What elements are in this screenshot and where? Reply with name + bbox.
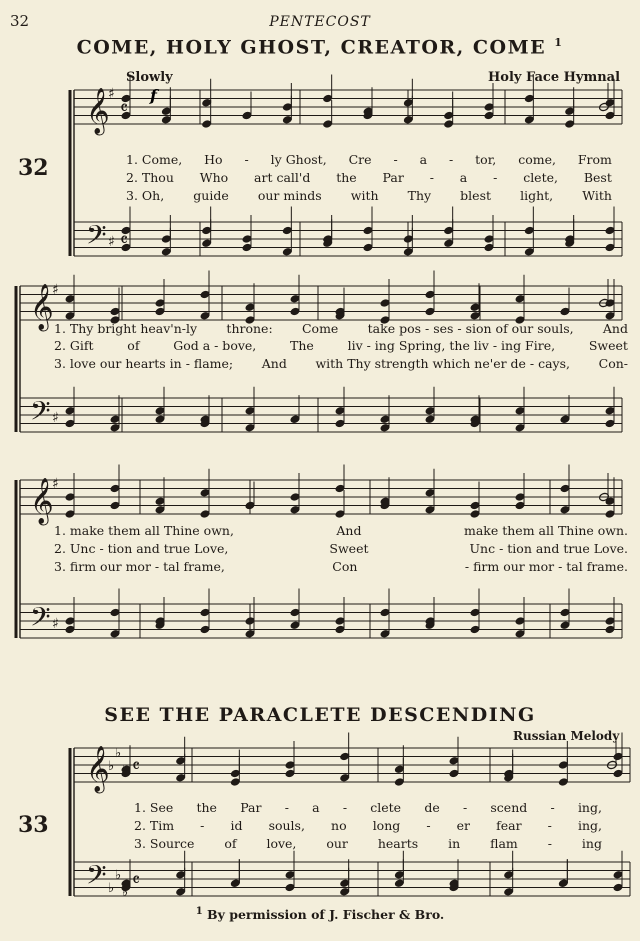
lyric-syllable: take pos - ses - sion of our souls, [367,321,574,336]
music-glyph: 𝄞 [86,88,110,134]
lyric-syllable: the [196,800,217,815]
footnote-marker: 1 [195,906,203,917]
lyric-syllable: - [393,152,398,167]
lyric-line [54,356,628,371]
lyric-syllable: 2. Thou [126,170,174,185]
lyric-syllable: With [582,188,612,203]
lyric-syllable: with [350,188,379,203]
lyric-syllable: - [547,836,552,851]
lyric-syllable: - [426,818,431,833]
hymn-33-number: 33 [18,812,49,838]
lyric-syllable: - [284,800,289,815]
lyric-syllable: Par [382,170,404,185]
lyric-syllable: ing, [577,818,602,833]
lyric-syllable: Sweet [329,541,369,556]
music-glyph: ♯ [52,282,59,298]
lyric-syllable: no [331,818,347,833]
music-glyph: 𝄴 [132,756,141,777]
lyric-syllable: a [312,800,320,815]
dynamic-forte: f [150,86,157,105]
lyric-syllable: the [336,170,357,185]
lyric-syllable: God a - bove, [173,338,257,353]
music-glyph: ♭ [122,885,129,900]
lyric-syllable: Sweet [588,338,628,353]
music-glyph: 𝄞 [30,284,54,330]
lyric-syllable: 3. love our hearts in - flame; [54,356,234,371]
footnote-mark: 1 [554,36,564,49]
lyric-syllable: - [200,818,205,833]
lyric-syllable: Cre [348,152,372,167]
lyric-syllable: The [290,338,314,353]
lyric-syllable: blest [460,188,492,203]
lyric-syllable: id [230,818,243,833]
lyric-syllable: Come [301,321,339,336]
lyric-line [54,321,628,336]
music-glyph: 𝄴 [132,870,141,891]
lyric-line [54,541,628,556]
lyric-syllable: Unc - tion and true Love. [469,541,628,556]
lyric-syllable: And [336,523,362,538]
lyric-syllable: 2. Unc - tion and true Love, [54,541,229,556]
music-glyph: 𝄢 [86,859,107,897]
clefs-and-signatures [30,86,140,900]
hymn-32-title-text: COME, HOLY GHOST, CREATOR, COME [76,36,547,59]
lyric-syllable: 3. Source [134,836,195,851]
lyric-syllable: er [456,818,471,833]
music-glyph: 𝄞 [30,478,54,524]
lyric-syllable: clete [370,800,402,815]
lyric-syllable: a [419,152,428,167]
lyric-syllable: And [261,356,287,371]
hymn-32-number: 32 [18,155,49,181]
lyric-syllable: with Thy strength which ne'er de - cays, [315,356,571,371]
lyric-syllable: 3. Oh, [126,188,165,203]
lyric-syllable: clete, [523,170,558,185]
lyric-syllable: de [424,800,440,815]
tempo-marking: Slowly [126,70,173,85]
lyric-syllable: - [429,170,434,185]
lyric-syllable: - [547,818,552,833]
music-glyph: ♭ [122,763,129,778]
footnote [0,906,640,922]
lyric-syllable: liv - ing Spring, the liv - ing Fire, [347,338,556,353]
lyric-syllable: Best [583,170,612,185]
music-glyph: ♯ [52,410,59,426]
lyric-syllable: flam [490,836,518,851]
lyric-syllable: From [577,152,612,167]
lyric-syllable: tor, [475,152,497,167]
lyric-syllable: Con- [598,356,628,371]
lyric-syllable: Thy [407,188,432,203]
music-glyph: ♭ [108,881,115,896]
lyric-syllable: guide [193,188,229,203]
page-number: 32 [10,12,30,30]
lyric-syllable: 2. Tim [134,818,175,833]
lyric-syllable: Par [240,800,262,815]
lyric-syllable: our minds [257,188,322,203]
lyric-line [54,559,628,574]
lyric-syllable: 3. firm our mor - tal frame, [54,559,225,574]
hymn-33-source: Russian Melody [513,729,620,743]
music-glyph: 𝄴 [120,98,129,119]
lyric-syllable: souls, [268,818,305,833]
footnote-text: By permission of J. Fischer & Bro. [207,907,445,923]
lyric-line [54,338,628,353]
lyric-syllable: light, [520,188,554,203]
lyric-syllable: art call'd [254,170,311,185]
lyric-syllable: love, [266,836,297,851]
lyric-syllable: ing, [577,800,602,815]
lyric-line [134,836,602,851]
lyric-syllable: 1. Thy bright heav'n-ly [54,321,198,336]
lyric-syllable: throne: [226,321,273,336]
music-glyph: 𝄢 [30,601,51,639]
lyric-syllable: come, [518,152,556,167]
lyric-syllable: hearts [377,836,419,851]
lyric-syllable: 1. Come, [126,152,183,167]
lyric-syllable: - [448,152,454,167]
lyric-syllable: in [448,836,461,851]
lyric-syllable: 2. Gift [54,338,94,353]
lyric-line [54,523,628,538]
lyric-syllable: Con [332,559,358,574]
music-glyph: ♯ [108,234,115,250]
music-glyph: ♭ [115,746,122,761]
lyric-syllable: Ho [204,152,223,167]
lyric-line [134,818,602,833]
running-title: PENTECOST [269,14,371,30]
lyric-syllable: - firm our mor - tal frame. [464,559,628,574]
lyric-syllable: of [127,338,140,353]
lyric-syllable: - [493,170,498,185]
lyric-syllable: - [244,152,249,167]
lyric-syllable: scend [490,800,528,815]
lyric-syllable: of [224,836,237,851]
lyric-syllable: And [602,321,628,336]
lyric-line [134,800,602,815]
lyric-syllable: Who [199,170,229,185]
music-glyph: 𝄢 [86,219,107,257]
lyric-syllable: - [342,800,348,815]
lyric-line [126,170,612,185]
lyric-syllable: fear [496,818,522,833]
lyric-syllable: 1. make them all Thine own, [54,523,234,538]
lyric-syllable: - [550,800,555,815]
lyric-syllable: ing [581,836,602,851]
music-glyph: ♯ [52,616,59,632]
lyric-syllable: ly Ghost, [270,152,327,167]
hymn-32-source: Holy Face Hymnal [488,70,621,85]
lyric-syllable: 1. See [134,800,174,815]
lyric-line [126,152,612,167]
lyric-syllable: long [372,818,401,833]
lyric-syllable: make them all Thine own. [463,523,628,538]
music-glyph: ♭ [115,868,122,883]
hymn-33-title: SEE THE PARACLETE DESCENDING [104,704,536,726]
music-glyph: ♯ [108,86,115,102]
music-glyph: ♭ [108,759,115,774]
music-glyph: 𝄞 [86,746,110,792]
lyric-syllable: - [462,800,468,815]
lyric-line [126,188,612,203]
music-glyph: 𝄴 [120,230,129,251]
lyric-syllable: our [326,836,348,851]
music-glyph: ♯ [52,476,59,492]
music-glyph: 𝄢 [30,395,51,433]
lyric-syllable: a [459,170,468,185]
